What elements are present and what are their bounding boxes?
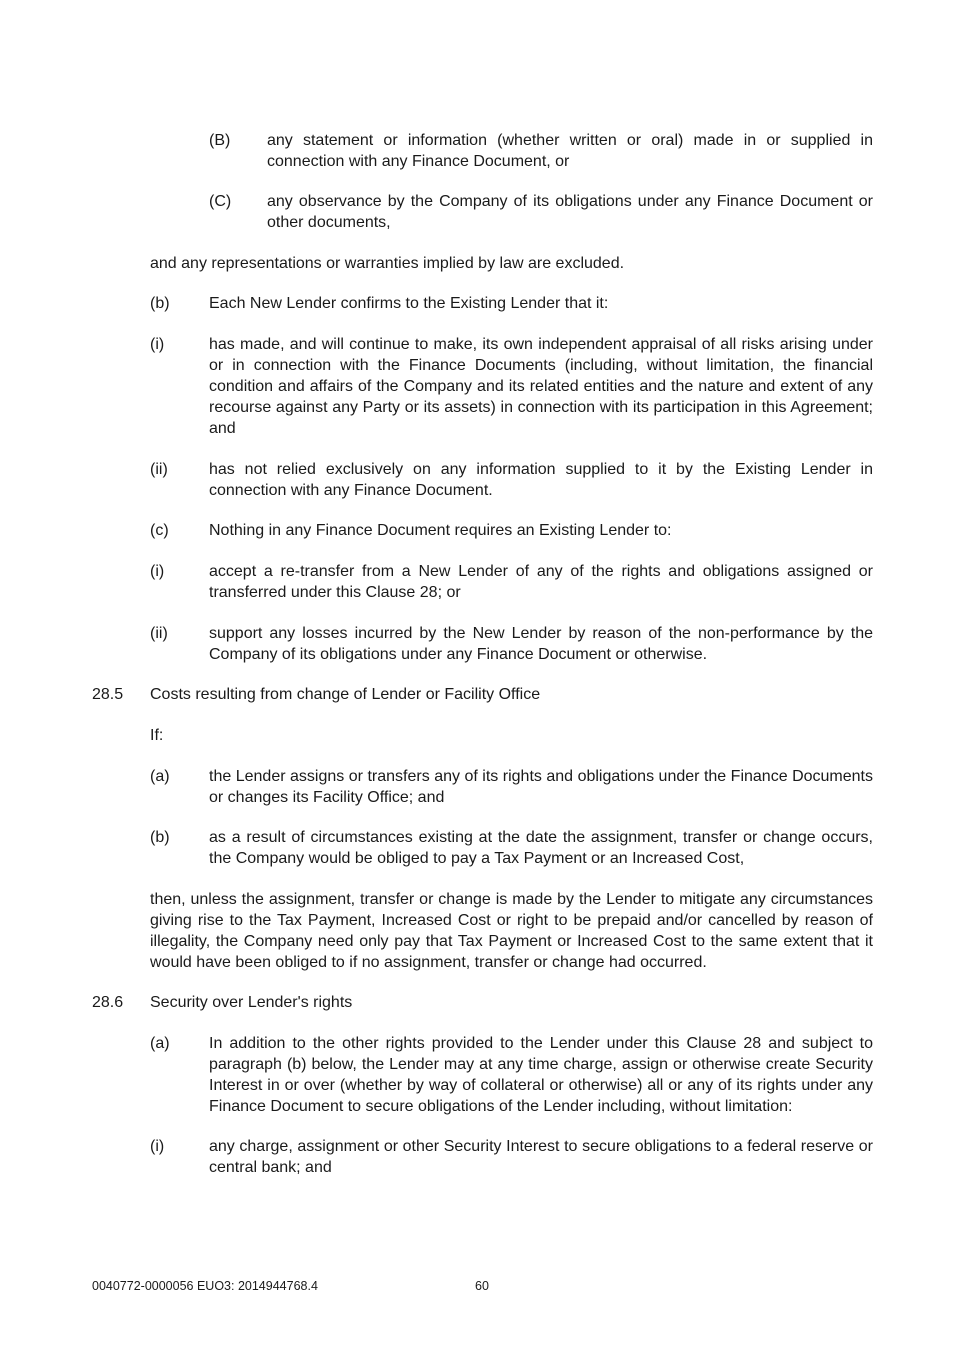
item-text-i: has made, and will continue to make, its own independent appraisal of all risks arising under or in connection with the Finance Documents (including, without limitation, the financial condition and affairs of the Company and its related entities and the nature and extent of any recourse against any Party or its assets) in connection with its participation in this Agreement; and: [209, 336, 873, 437]
item-label-i-2: (i): [150, 563, 165, 580]
item-label-b: (b): [150, 295, 170, 312]
item-label-B: (B): [209, 132, 231, 149]
item-label-ii: (ii): [150, 461, 168, 478]
item-text-b-2: as a result of circumstances existing at the date the assignment, transfer or change occurs, the Company would be obliged to pay a Tax Payment or an Increased Cost,: [209, 829, 873, 867]
item-label-c: (c): [150, 522, 169, 539]
item-label-i-3: (i): [150, 1138, 165, 1155]
item-label-a: (a): [150, 768, 170, 785]
page-number: 60: [475, 1279, 489, 1293]
item-text-ii: has not relied exclusively on any information supplied to it by the Existing Lender in connection with any Finance Document.: [209, 461, 873, 499]
item-text-b: Each New Lender confirms to the Existing Lender that it:: [209, 295, 609, 312]
item-text-ii-2: support any losses incurred by the New Lender by reason of the non-performance by the Company of its obligations under any Finance Document or otherwise.: [209, 625, 873, 663]
item-label-ii-2: (ii): [150, 625, 168, 642]
then-paragraph: then, unless the assignment, transfer or change is made by the Lender to mitigate any circumstances giving rise to the Tax Payment, Increased Cost or right to be prepaid and/or cancelled by reason of illegality, the Company need only pay that Tax Payment or Increased Cost to the same extent that it would have been obliged to if no assignment, transfer or change had occurred.: [150, 891, 873, 971]
item-label-i: (i): [150, 336, 165, 353]
item-label-a-2: (a): [150, 1035, 170, 1052]
if-paragraph: If:: [150, 727, 164, 744]
item-text-i-2: accept a re-transfer from a New Lender of any of the rights and obligations assigned or transferred under this Clause 28; or: [209, 563, 873, 601]
exclusion-paragraph: and any representations or warranties implied by law are excluded.: [150, 255, 625, 272]
item-label-b-2: (b): [150, 829, 170, 846]
footer-doc-ref: 0040772-0000056 EUO3: 2014944768.4: [92, 1279, 318, 1293]
item-text-i-3: any charge, assignment or other Security Interest to secure obligations to a federal reserve or central bank; and: [209, 1138, 873, 1176]
item-text-a: the Lender assigns or transfers any of its rights and obligations under the Finance Documents or changes its Facility Office; and: [209, 768, 873, 806]
item-text-C: any observance by the Company of its obligations under any Finance Document or other documents,: [267, 193, 873, 231]
section-number-28-5: 28.5: [92, 686, 124, 703]
item-label-C: (C): [209, 193, 232, 210]
section-title-28-5: Costs resulting from change of Lender or Facility Office: [150, 686, 541, 703]
section-number-28-6: 28.6: [92, 994, 124, 1011]
item-text-a-2: In addition to the other rights provided to the Lender under this Clause 28 and subject to paragraph (b) below, the Lender may at any time charge, assign or otherwise create Security Interest in or over (whether by way of collateral or otherwise) all or any of its rights under any Finance Document to secure obligations of the Lender including, without limitation:: [209, 1035, 873, 1115]
item-text-c: Nothing in any Finance Document requires an Existing Lender to:: [209, 522, 672, 539]
item-text-B: any statement or information (whether written or oral) made in or supplied in connection with any Finance Document, or: [267, 132, 873, 170]
section-title-28-6: Security over Lender's rights: [150, 994, 353, 1011]
